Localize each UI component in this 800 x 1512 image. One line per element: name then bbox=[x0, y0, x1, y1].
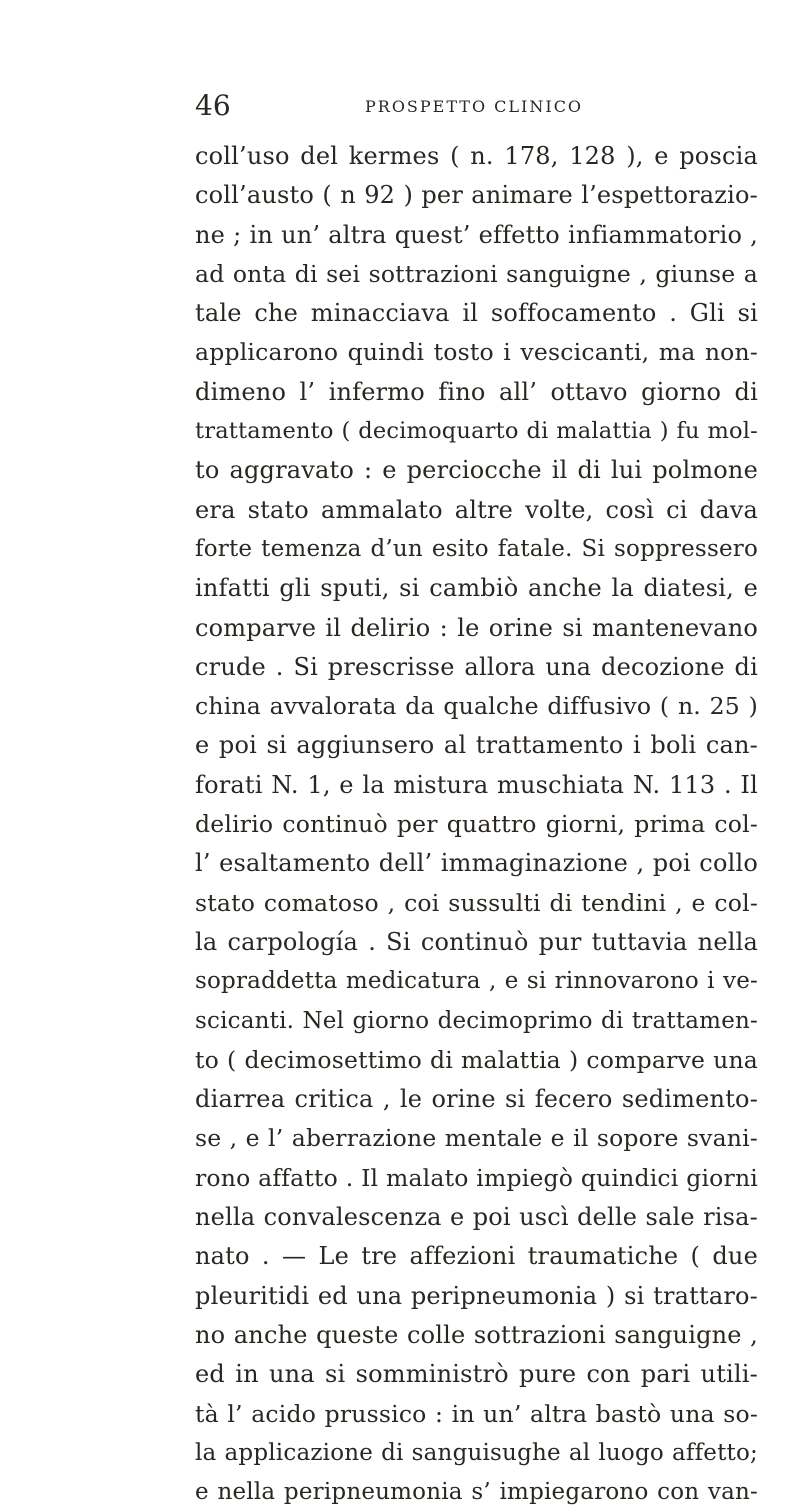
text-line: la carpología . Si continuò pur tuttavia nella bbox=[195, 927, 758, 956]
text-line: china avvalorata da qualche diffusivo ( n. 25 ) bbox=[195, 692, 758, 721]
text-line: delirio continuò per quattro giorni, prima col- bbox=[195, 810, 758, 839]
text-line: forte temenza d’un esito fatale. Si soppressero bbox=[195, 535, 758, 562]
text-line: coll’austo ( n 92 ) per animare l’espettorazio- bbox=[195, 181, 758, 210]
text-line: ne ; in un’ altra quest’ effetto infiammatorio , bbox=[195, 220, 758, 249]
text-line: e nella peripneumonia s’ impiegarono con van- bbox=[195, 1479, 758, 1506]
text-line: ad onta di sei sottrazioni sanguigne , giunse a bbox=[195, 259, 758, 288]
text-line: nella convalescenza e poi uscì delle sale risa- bbox=[195, 1203, 758, 1232]
page-header bbox=[195, 88, 755, 128]
text-line: comparve il delirio : le orine si mantenevano bbox=[195, 613, 758, 642]
text-line: e poi si aggiunsero al trattamento i boli can- bbox=[195, 731, 758, 760]
text-line: trattamento ( decimoquarto di malattia ) fu mol- bbox=[195, 418, 758, 445]
text-line: stato comatoso , coi sussulti di tendini , e col- bbox=[195, 888, 758, 917]
text-line: nato . — Le tre affezioni traumatiche ( due bbox=[195, 1242, 758, 1271]
text-line: tà l’ acido prussico : in un’ altra bastò una so- bbox=[195, 1399, 758, 1428]
text-line: to aggravato : e perciocche il di lui polmone bbox=[195, 456, 758, 485]
running-head: PROSPETTO CLINICO bbox=[365, 97, 584, 116]
text-line: pleuritidi ed una peripneumonia ) si trattaro- bbox=[195, 1281, 758, 1310]
text-line: l’ esaltamento dell’ immaginazione , poi collo bbox=[195, 849, 758, 878]
text-line: dimeno l’ infermo fino all’ ottavo giorno di bbox=[195, 377, 758, 406]
page-number: 46 bbox=[195, 89, 231, 122]
text-line: era stato ammalato altre volte, così ci dava bbox=[195, 495, 758, 524]
text-line: diarrea critica , le orine si fecero sedimento- bbox=[195, 1085, 758, 1114]
text-line: scicanti. Nel giorno decimoprimo di trattamen- bbox=[195, 1007, 758, 1034]
text-line: sopraddetta medicatura , e si rinnovarono i ve- bbox=[195, 968, 758, 995]
text-line: ed in una si somministrò pure con pari utili- bbox=[195, 1360, 758, 1389]
text-line: applicarono quindi tosto i vescicanti, ma non- bbox=[195, 338, 758, 367]
text-line: tale che minacciava il soffocamento . Gli si bbox=[195, 299, 758, 328]
text-line: forati N. 1, e la mistura muschiata N. 113 . Il bbox=[195, 770, 758, 799]
text-line: no anche queste colle sottrazioni sanguigne , bbox=[195, 1320, 758, 1349]
text-line: to ( decimosettimo di malattia ) comparve una bbox=[195, 1045, 758, 1074]
text-line: crude . Si prescrisse allora una decozione di bbox=[195, 652, 758, 681]
text-line: coll’uso del kermes ( n. 178, 128 ), e poscia bbox=[195, 142, 758, 170]
body-text bbox=[195, 137, 758, 1512]
text-line: la applicazione di sanguisughe al luogo affetto; bbox=[195, 1439, 758, 1466]
text-line: infatti gli sputi, si cambiò anche la diatesi, e bbox=[195, 574, 758, 603]
text-line: rono affatto . Il malato impiegò quindici giorni bbox=[195, 1163, 758, 1192]
text-line: se , e l’ aberrazione mentale e il sopore svani- bbox=[195, 1124, 758, 1153]
